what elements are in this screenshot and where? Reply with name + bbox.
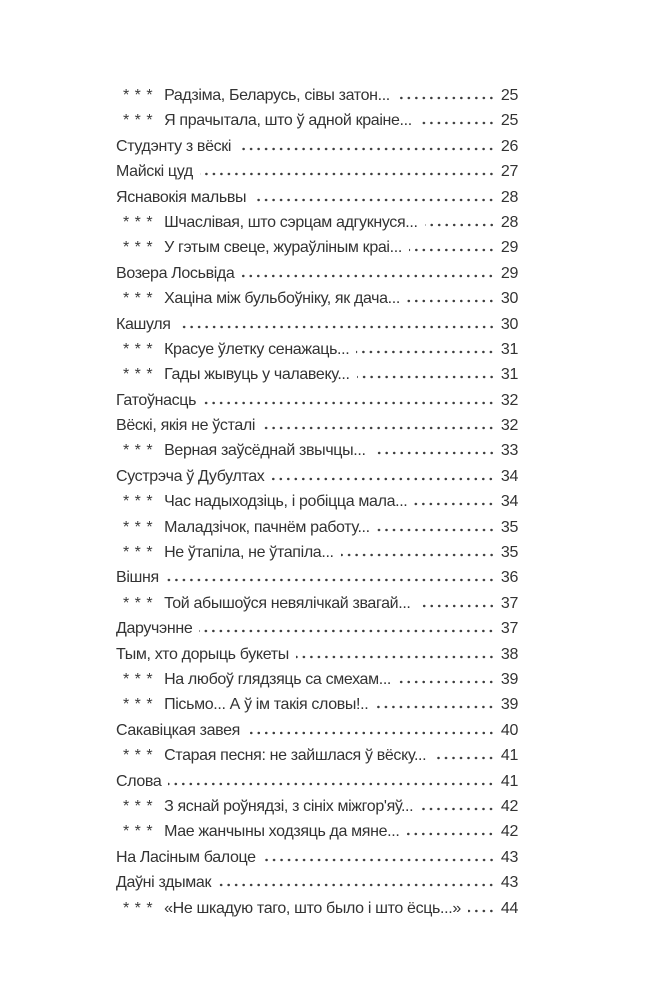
entry-page-number: 37 [500, 594, 518, 612]
entry-page-number: 32 [500, 417, 518, 435]
star-prefix: * * * [123, 797, 154, 815]
dot-leader [373, 451, 495, 455]
toc-entry [116, 286, 518, 311]
entry-page-number: 28 [500, 188, 518, 206]
entry-page-number: 25 [500, 112, 518, 130]
dot-leader [262, 426, 495, 430]
entry-title: Не ўтапіла, не ўтапіла... [164, 544, 334, 562]
entry-title: Шчаслівая, што сэрцам адгукнуся... [164, 213, 418, 231]
dot-leader [419, 121, 495, 125]
dot-leader [433, 756, 495, 760]
dot-leader [407, 299, 495, 303]
entry-title: Маладзічок, пачнём работу... [164, 518, 370, 536]
toc-entry [116, 388, 518, 413]
table-of-contents [116, 83, 518, 921]
dot-leader [341, 553, 495, 557]
dot-leader [199, 629, 495, 633]
entry-title: Тым, хто дорыць букеты [116, 645, 289, 663]
entry-title: Слова [116, 772, 162, 790]
entry-page-number: 37 [500, 620, 518, 638]
entry-title: У гэтым свеце, жураўліным краі... [164, 239, 402, 257]
entry-title: «Не шкадую таго, што было і што ёсць...» [164, 899, 461, 917]
toc-entry [116, 362, 518, 387]
dot-leader [414, 502, 495, 506]
toc-entry [116, 312, 518, 337]
entry-title: Радзіма, Беларусь, сівы затон... [164, 87, 390, 104]
entry-title: Я прачытала, што ў адной краіне... [164, 112, 412, 130]
star-prefix: * * * [123, 670, 154, 688]
entry-page-number: 38 [500, 645, 518, 663]
toc-entry [116, 667, 518, 692]
toc-entry [116, 235, 518, 260]
star-prefix: * * * [123, 213, 154, 231]
dot-leader [271, 477, 495, 481]
entry-title: На Ласіным балоце [116, 848, 256, 866]
entry-page-number: 33 [500, 442, 518, 460]
entry-title: Даручэнне [116, 620, 193, 638]
toc-entry [116, 210, 518, 235]
entry-page-number: 43 [500, 848, 518, 866]
entry-title: Старая песня: не зайшлася ў вёску... [164, 747, 427, 765]
dot-leader [375, 705, 495, 709]
dot-leader [397, 96, 495, 100]
entry-title: Верная заўсёднай звычцы... [164, 442, 366, 460]
star-prefix: * * * [123, 493, 154, 511]
entry-page-number: 29 [500, 239, 518, 257]
star-prefix: * * * [123, 696, 154, 714]
entry-title: Той абышоўся невялічкай звагай... [164, 594, 411, 612]
entry-title: Хаціна між бульбоўніку, як дача... [164, 290, 400, 308]
toc-entry [116, 464, 518, 489]
entry-page-number: 30 [500, 315, 518, 333]
entry-page-number: 42 [500, 823, 518, 841]
toc-entry [116, 794, 518, 819]
entry-page-number: 43 [500, 874, 518, 892]
star-prefix: * * * [123, 340, 154, 358]
toc-entry [116, 896, 518, 921]
entry-page-number: 28 [500, 213, 518, 231]
entry-title: Возера Лосьвіда [116, 264, 235, 282]
toc-entry [116, 489, 518, 514]
toc-entry [116, 159, 518, 184]
entry-title: Пісьмо... А ў ім такія словы!.. [164, 696, 369, 714]
entry-title: На любоў глядзяць са смехам... [164, 670, 392, 688]
entry-page-number: 32 [500, 391, 518, 409]
dot-leader [406, 832, 495, 836]
entry-page-number: 34 [500, 493, 518, 511]
entry-page-number: 39 [500, 696, 518, 714]
star-prefix: * * * [123, 747, 154, 765]
dot-leader [218, 883, 495, 887]
dot-leader [409, 248, 495, 252]
dot-leader [253, 198, 495, 202]
entry-title: Вёскі, якія не ўсталі [116, 417, 256, 435]
entry-page-number: 40 [500, 721, 518, 739]
entry-page-number: 36 [500, 569, 518, 587]
entry-page-number: 39 [500, 670, 518, 688]
dot-leader [247, 731, 495, 735]
entry-title: Майскі цуд [116, 163, 193, 181]
toc-entry [116, 438, 518, 463]
toc-entry [116, 515, 518, 540]
toc-entry [116, 83, 518, 108]
toc-entry [116, 185, 518, 210]
toc-entry [116, 134, 518, 159]
dot-leader [166, 578, 495, 582]
toc-entry [116, 337, 518, 362]
star-prefix: * * * [123, 366, 154, 384]
entry-title: Кашуля [116, 315, 171, 333]
dot-leader [398, 680, 495, 684]
entry-title: Гады жывуць у чалавеку... [164, 366, 350, 384]
star-prefix: * * * [123, 544, 154, 562]
entry-page-number: 44 [500, 899, 518, 917]
star-prefix: * * * [123, 442, 154, 460]
dot-leader [468, 909, 495, 913]
entry-page-number: 34 [500, 467, 518, 485]
toc-entry [116, 108, 518, 133]
toc-entry [116, 769, 518, 794]
entry-page-number: 31 [500, 366, 518, 384]
toc-entry [116, 261, 518, 286]
dot-leader [377, 528, 495, 532]
entry-title: Мае жанчыны ходзяць да мяне... [164, 823, 400, 841]
toc-entry [116, 692, 518, 717]
star-prefix: * * * [123, 594, 154, 612]
entry-title: Сакавіцкая завея [116, 721, 240, 739]
toc-entry [116, 642, 518, 667]
toc-entry [116, 540, 518, 565]
dot-leader [238, 147, 495, 151]
dot-leader [178, 325, 495, 329]
star-prefix: * * * [123, 518, 154, 536]
toc-entry [116, 718, 518, 743]
entry-page-number: 41 [500, 747, 518, 765]
entry-page-number: 31 [500, 340, 518, 358]
entry-title: Красуе ўлетку сенажаць... [164, 340, 350, 358]
star-prefix: * * * [123, 87, 154, 104]
toc-entry [116, 870, 518, 895]
entry-page-number: 30 [500, 290, 518, 308]
entry-title: Студэнту з вёскі [116, 137, 232, 155]
entry-page-number: 35 [500, 518, 518, 536]
star-prefix: * * * [123, 239, 154, 257]
entry-page-number: 41 [500, 772, 518, 790]
dot-leader [425, 223, 495, 227]
dot-leader [263, 858, 495, 862]
entry-page-number: 29 [500, 264, 518, 282]
dot-leader [168, 782, 495, 786]
star-prefix: * * * [123, 899, 154, 917]
toc-entry [116, 591, 518, 616]
entry-title: Даўні здымак [116, 874, 212, 892]
entry-page-number: 27 [500, 163, 518, 181]
star-prefix: * * * [123, 290, 154, 308]
toc-entry [116, 743, 518, 768]
dot-leader [356, 350, 495, 354]
entry-title: Вішня [116, 569, 159, 587]
toc-entry [116, 819, 518, 844]
entry-title: Час надыходзіць, і робіцца мала... [164, 493, 408, 511]
entry-page-number: 42 [500, 797, 518, 815]
toc-entry [116, 413, 518, 438]
dot-leader [420, 807, 495, 811]
toc-entry [116, 845, 518, 870]
dot-leader [203, 401, 495, 405]
dot-leader [200, 172, 495, 176]
dot-leader [418, 604, 495, 608]
toc-entry [116, 616, 518, 641]
dot-leader [357, 375, 495, 379]
dot-leader [241, 274, 495, 278]
toc-entry [116, 565, 518, 590]
entry-title: З яснай роўнядзі, з сініх міжгор'яў... [164, 797, 414, 815]
entry-page-number: 35 [500, 544, 518, 562]
entry-page-number: 26 [500, 137, 518, 155]
entry-title: Гатоўнасць [116, 391, 197, 409]
entry-title: Сустрэча ў Дубултах [116, 467, 265, 485]
star-prefix: * * * [123, 112, 154, 130]
star-prefix: * * * [123, 823, 154, 841]
entry-page-number: 25 [500, 87, 518, 104]
dot-leader [296, 655, 495, 659]
entry-title: Яснавокія мальвы [116, 188, 247, 206]
